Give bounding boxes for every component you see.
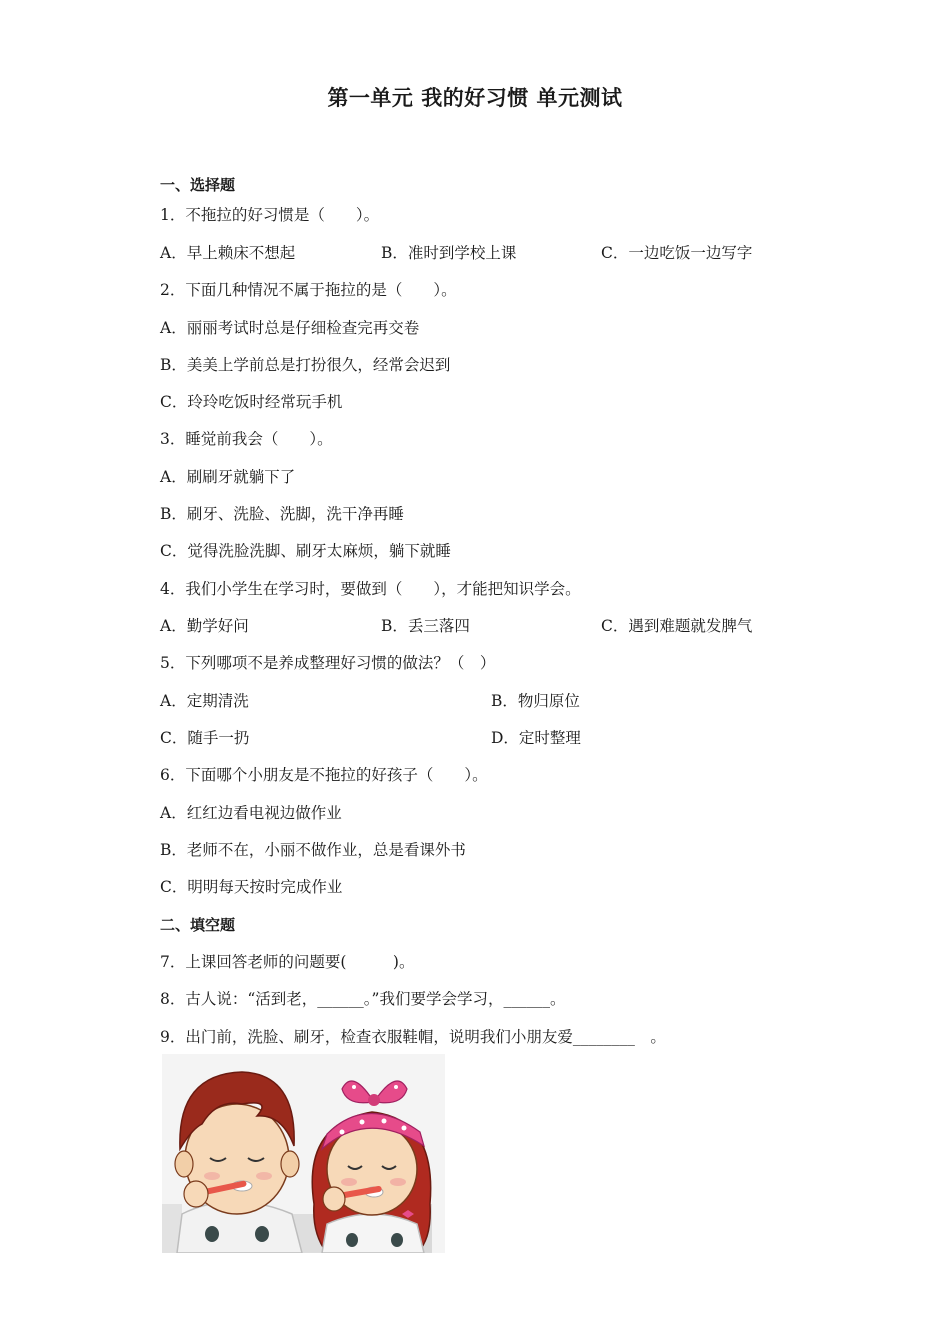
- q4-option-c: C．遇到难题就发脾气: [601, 617, 753, 635]
- question-5: 5．下列哪项不是养成整理好习惯的做法？（ ）: [160, 654, 496, 672]
- q3-option-b: B．刷牙、洗脸、洗脚，洗干净再睡: [160, 505, 404, 523]
- q1-option-b: B．准时到学校上课: [381, 244, 517, 262]
- question-8: 8．古人说：“活到老，______。”我们要学会学习，______。: [160, 990, 566, 1008]
- q4-option-a: A．勤学好问: [160, 617, 249, 635]
- q2-option-c: C．玲玲吃饭时经常玩手机: [160, 393, 343, 411]
- q4-option-b: B．丢三落四: [381, 617, 470, 635]
- question-9: 9．出门前，洗脸、刷牙，检查衣服鞋帽，说明我们小朋友爱________ 。: [160, 1028, 666, 1046]
- section-heading-fill: 二、填空题: [160, 916, 236, 934]
- q1-option-a: A．早上赖床不想起: [160, 244, 296, 262]
- q6-option-a: A．红红边看电视边做作业: [160, 804, 342, 822]
- q2-option-b: B．美美上学前总是打扮很久，经常会迟到: [160, 356, 451, 374]
- q2-option-a: A．丽丽考试时总是仔细检查完再交卷: [160, 319, 420, 337]
- children-brushing-teeth-illustration: [162, 1054, 445, 1253]
- illustration-drawing: [162, 1054, 445, 1253]
- q1-option-c: C．一边吃饭一边写字: [601, 244, 753, 262]
- question-3: 3．睡觉前我会（ ）。: [160, 430, 333, 448]
- question-7: 7．上课回答老师的问题要( )。: [160, 953, 415, 971]
- q5-option-a: A．定期清洗: [160, 692, 249, 710]
- q3-option-a: A．刷刷牙就躺下了: [160, 468, 296, 486]
- q5-option-c: C．随手一扔: [160, 729, 250, 747]
- section-heading-choice: 一、选择题: [160, 176, 236, 194]
- q6-option-b: B．老师不在，小丽不做作业，总是看课外书: [160, 841, 466, 859]
- question-2: 2．下面几种情况不属于拖拉的是（ ）。: [160, 281, 457, 299]
- question-6: 6．下面哪个小朋友是不拖拉的好孩子（ ）。: [160, 766, 488, 784]
- q5-option-d: D．定时整理: [491, 729, 581, 747]
- q5-option-b: B．物归原位: [491, 692, 580, 710]
- question-1: 1．不拖拉的好习惯是（ ）。: [160, 206, 380, 224]
- question-4: 4．我们小学生在学习时，要做到（ ），才能把知识学会。: [160, 580, 581, 598]
- q6-option-c: C．明明每天按时完成作业: [160, 878, 343, 896]
- q3-option-c: C．觉得洗脸洗脚、刷牙太麻烦，躺下就睡: [160, 542, 451, 560]
- page-title: 第一单元 我的好习惯 单元测试: [327, 86, 623, 110]
